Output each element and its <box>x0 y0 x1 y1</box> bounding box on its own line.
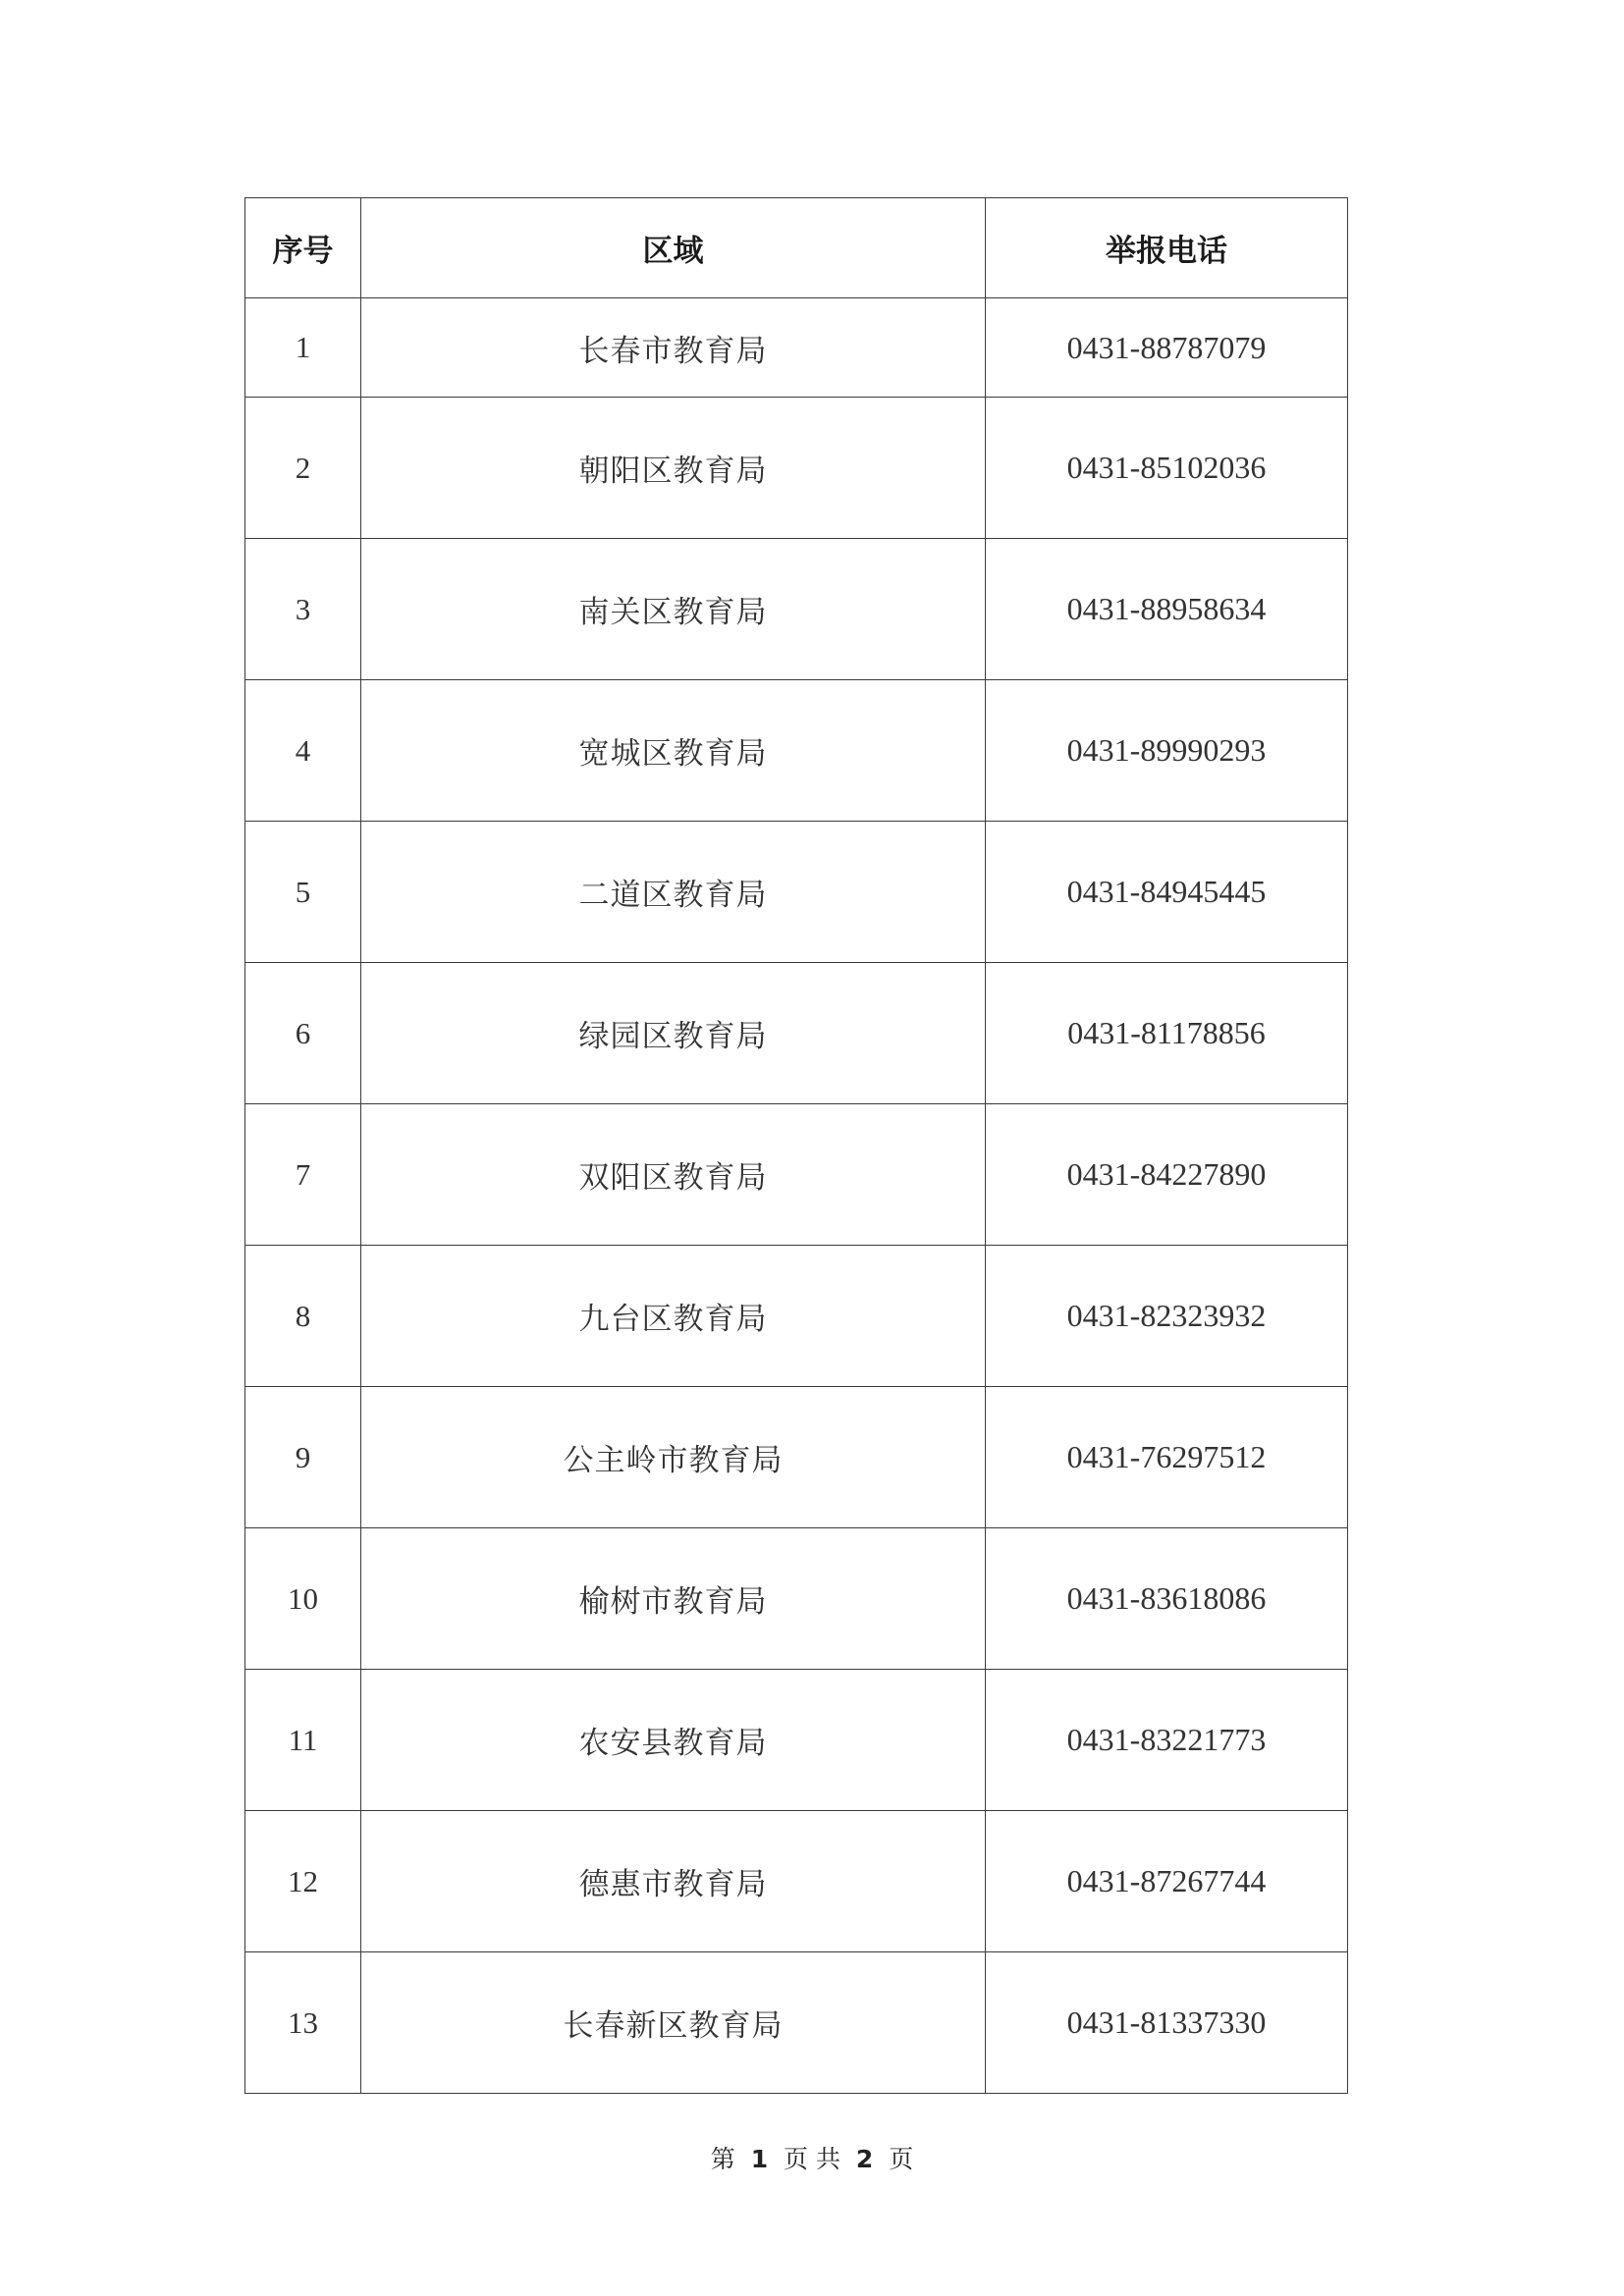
row-area: 南关区教育局 <box>361 539 986 680</box>
table-row <box>245 963 1348 1104</box>
row-phone: 0431-83618086 <box>986 1528 1348 1670</box>
row-area: 绿园区教育局 <box>361 963 986 1104</box>
row-area: 公主岭市教育局 <box>361 1387 986 1528</box>
row-no: 9 <box>245 1387 361 1528</box>
row-no: 4 <box>245 680 361 822</box>
row-no: 3 <box>245 539 361 680</box>
row-phone: 0431-81337330 <box>986 1952 1348 2094</box>
row-no: 1 <box>245 298 361 398</box>
current-page-number: 1 <box>750 2145 769 2173</box>
table-row <box>245 1528 1348 1670</box>
table-row <box>245 398 1348 539</box>
row-phone: 0431-85102036 <box>986 398 1348 539</box>
table-header-row <box>245 198 1348 298</box>
report-phone-table <box>244 197 1348 2094</box>
row-phone: 0431-87267744 <box>986 1811 1348 1952</box>
row-area: 德惠市教育局 <box>361 1811 986 1952</box>
row-phone: 0431-82323932 <box>986 1246 1348 1387</box>
row-phone: 0431-89990293 <box>986 680 1348 822</box>
row-phone: 0431-81178856 <box>986 963 1348 1104</box>
row-area: 农安县教育局 <box>361 1670 986 1811</box>
table-row <box>245 1104 1348 1246</box>
table-row <box>245 1246 1348 1387</box>
row-no: 13 <box>245 1952 361 2094</box>
row-no: 12 <box>245 1811 361 1952</box>
table-row <box>245 1387 1348 1528</box>
row-area: 双阳区教育局 <box>361 1104 986 1246</box>
table-row <box>245 680 1348 822</box>
table-row <box>245 1670 1348 1811</box>
header-phone: 举报电话 <box>986 198 1348 298</box>
row-no: 8 <box>245 1246 361 1387</box>
row-phone: 0431-84227890 <box>986 1104 1348 1246</box>
row-area: 朝阳区教育局 <box>361 398 986 539</box>
row-area: 长春市教育局 <box>361 298 986 398</box>
row-area: 宽城区教育局 <box>361 680 986 822</box>
row-no: 10 <box>245 1528 361 1670</box>
page-footer <box>0 2140 1624 2175</box>
table-row <box>245 298 1348 398</box>
table-row <box>245 822 1348 963</box>
total-pages-number: 2 <box>855 2145 874 2173</box>
row-no: 7 <box>245 1104 361 1246</box>
footer-suffix: 页 <box>889 2145 914 2173</box>
row-no: 6 <box>245 963 361 1104</box>
row-area: 二道区教育局 <box>361 822 986 963</box>
row-phone: 0431-76297512 <box>986 1387 1348 1528</box>
row-area: 九台区教育局 <box>361 1246 986 1387</box>
row-phone: 0431-88958634 <box>986 539 1348 680</box>
row-phone: 0431-88787079 <box>986 298 1348 398</box>
footer-middle: 页 共 <box>784 2145 840 2173</box>
header-area: 区域 <box>361 198 986 298</box>
table-row <box>245 1811 1348 1952</box>
row-area: 长春新区教育局 <box>361 1952 986 2094</box>
row-no: 2 <box>245 398 361 539</box>
footer-prefix: 第 <box>710 2145 735 2173</box>
table-row <box>245 539 1348 680</box>
header-no: 序号 <box>245 198 361 298</box>
row-no: 5 <box>245 822 361 963</box>
row-area: 榆树市教育局 <box>361 1528 986 1670</box>
row-phone: 0431-83221773 <box>986 1670 1348 1811</box>
table-row <box>245 1952 1348 2094</box>
row-phone: 0431-84945445 <box>986 822 1348 963</box>
row-no: 11 <box>245 1670 361 1811</box>
